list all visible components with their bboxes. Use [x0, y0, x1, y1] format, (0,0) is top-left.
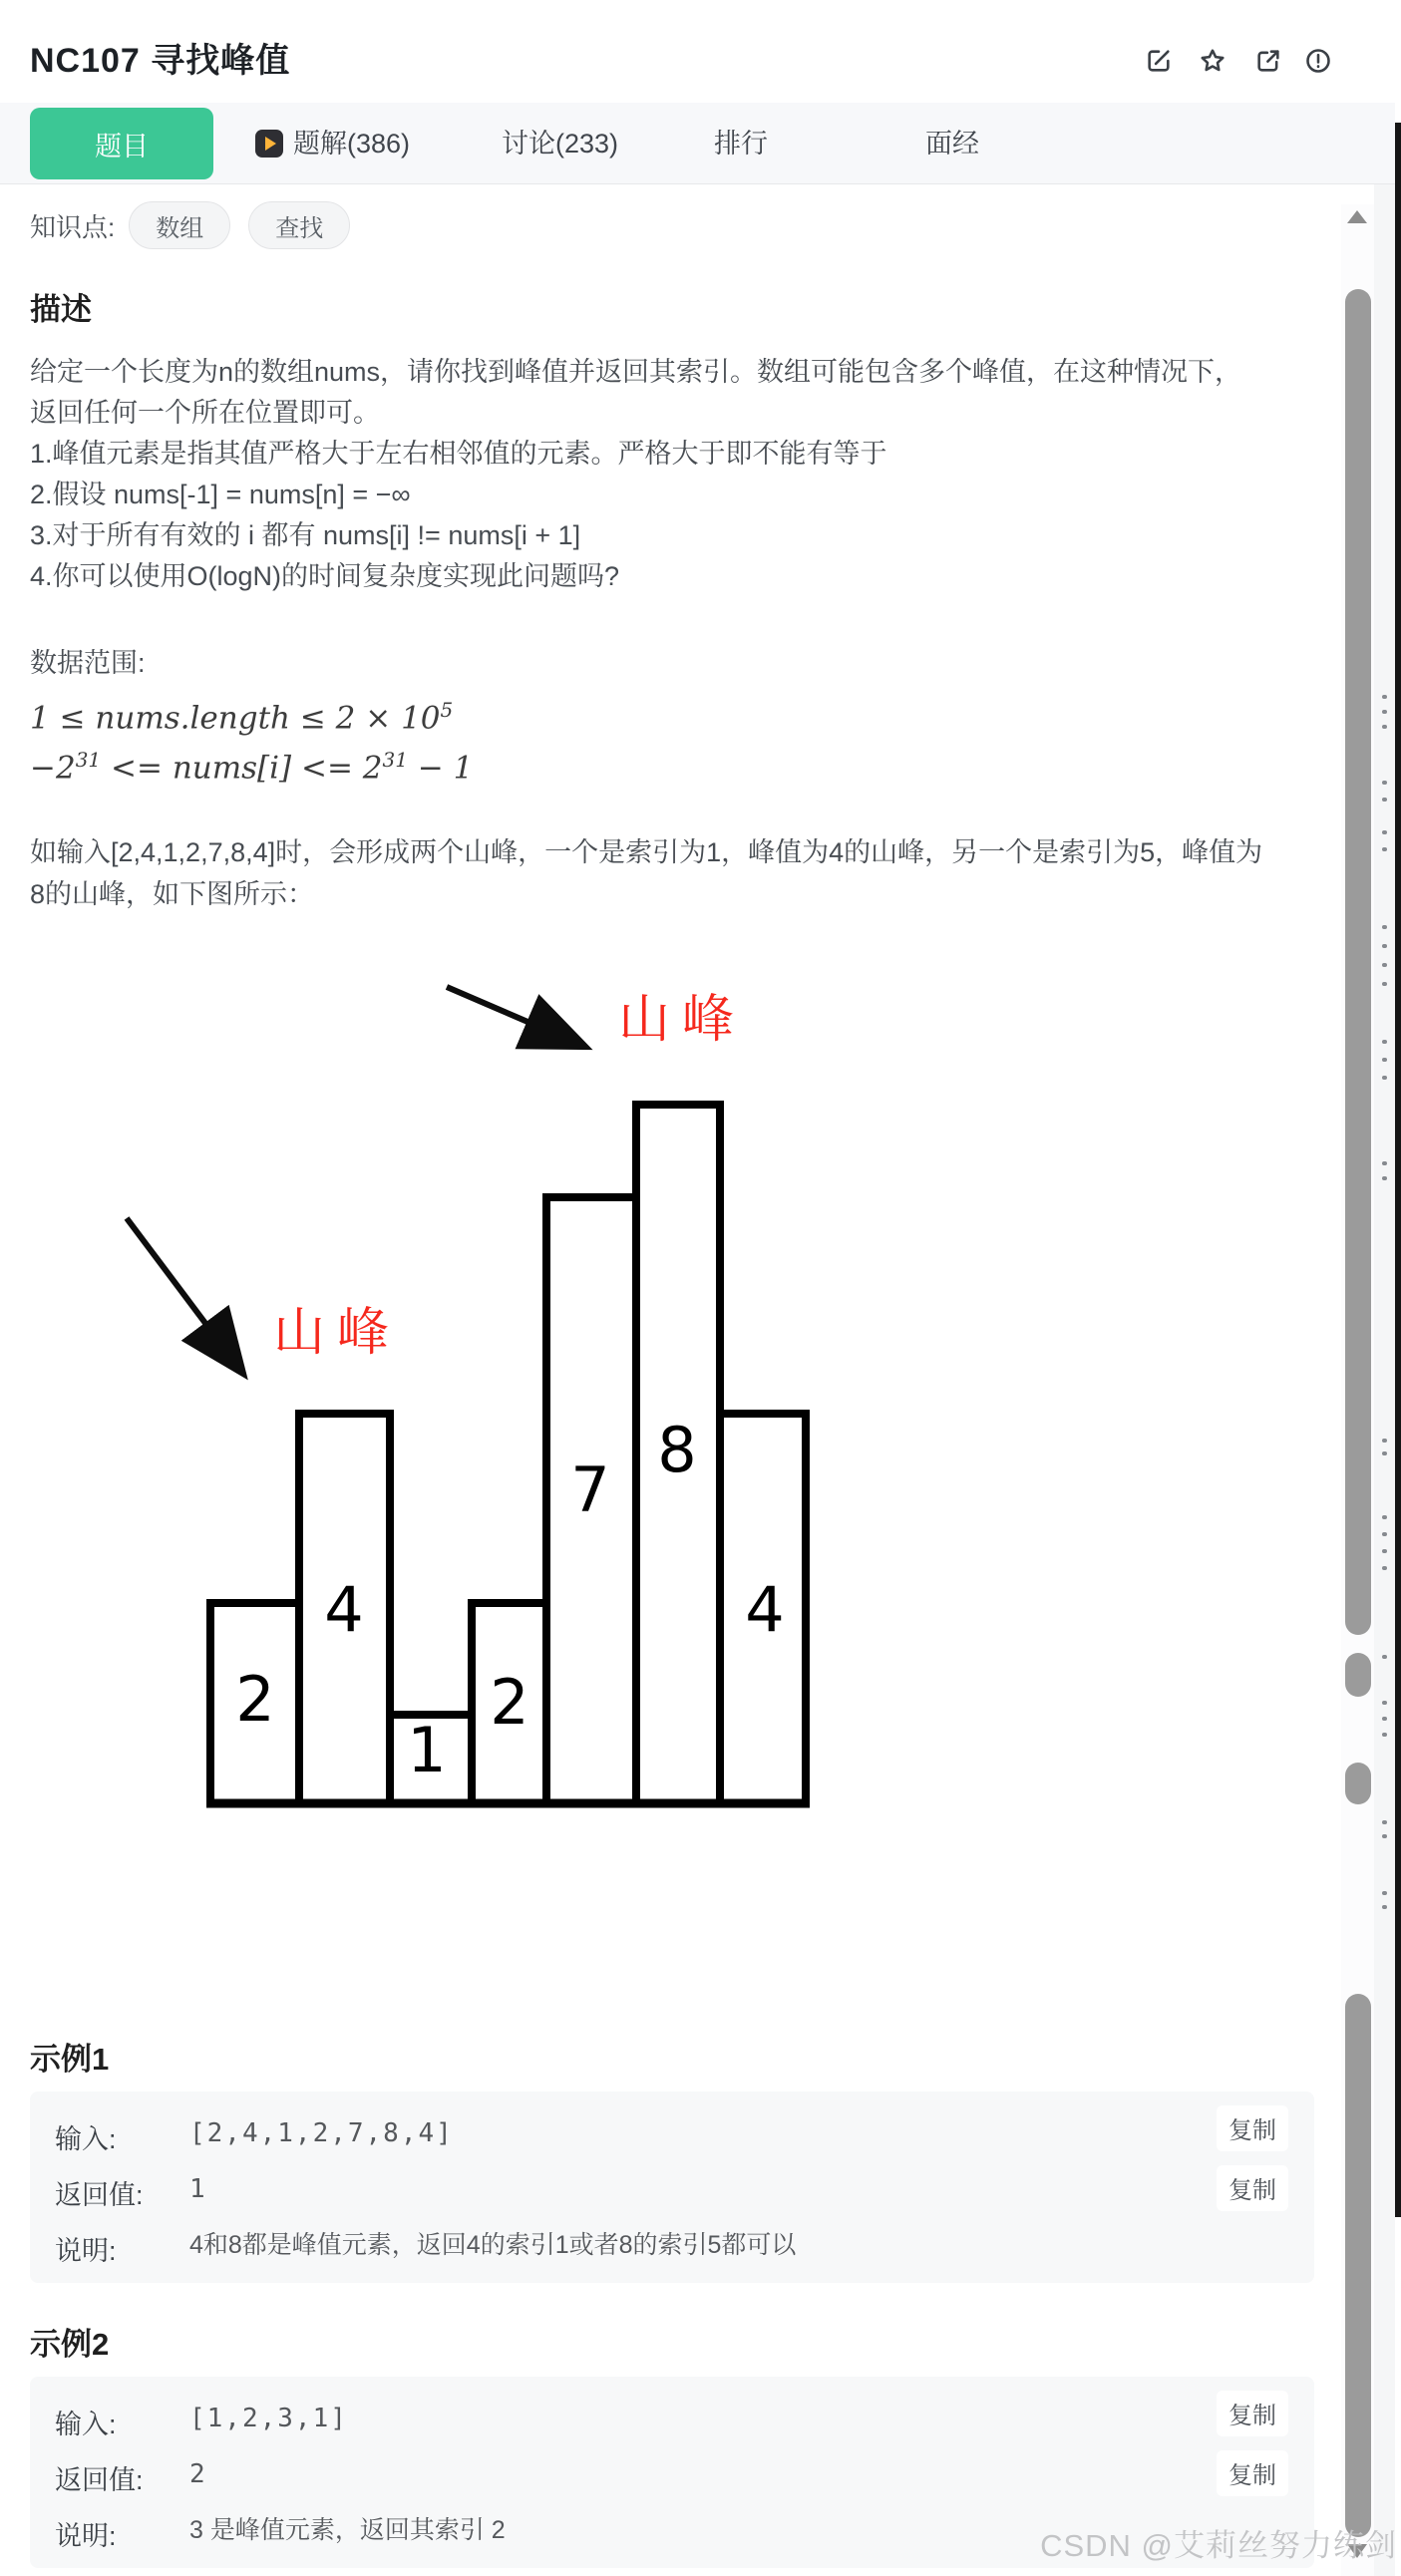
formula-line: 1 ≤ nums.length ≤ $2 \times 10^5$: [30, 698, 454, 737]
divider-dot: [1382, 1549, 1387, 1553]
divider-dot: [1382, 710, 1387, 714]
divider-dot: [1382, 1717, 1387, 1721]
divider-dot: [1382, 1058, 1387, 1062]
tab-problem-label: 题目: [95, 131, 149, 161]
peak-label-lower: 山峰: [273, 1303, 402, 1363]
watermark: CSDN @艾莉丝努力练剑: [1040, 2528, 1397, 2563]
divider-dot: [1382, 781, 1387, 785]
description-line: 2.假设 nums[-1] = nums[n] = −∞: [30, 480, 411, 509]
peak-label-upper: 山峰: [618, 990, 747, 1050]
scrollbar-up-arrow-icon[interactable]: [1347, 210, 1367, 223]
divider-dot: [1382, 1834, 1387, 1838]
divider-dot: [1382, 1701, 1387, 1705]
example-intro: [30, 831, 1318, 915]
divider-dot: [1382, 798, 1387, 802]
return-value: 1: [189, 2173, 207, 2204]
tab-ranking[interactable]: [714, 103, 768, 184]
divider-dot: [1382, 1820, 1387, 1824]
scrollbar-thumb[interactable]: [1345, 289, 1371, 1635]
bar-number-label: 4: [745, 1573, 785, 1646]
knowledge-tag-array[interactable]: 数组: [129, 201, 230, 249]
formula-line: $-2^{31}$ <= nums[i] <= $2^{31} - 1$: [30, 748, 474, 787]
divider-dot: [1382, 1515, 1387, 1519]
divider-dot: [1382, 1451, 1387, 1455]
tab-problem[interactable]: [30, 108, 213, 179]
input-value: [2,4,1,2,7,8,4]: [189, 2117, 454, 2148]
description-line: 4.你可以使用O(logN)的时间复杂度实现此问题吗?: [30, 561, 620, 591]
bar-chart: [0, 947, 897, 1864]
data-range-formulas: [30, 689, 1318, 790]
page-title: NC107 寻找峰值: [30, 42, 291, 80]
sample1-heading: 示例1: [30, 2041, 110, 2077]
divider-dot: [1382, 1439, 1387, 1443]
divider-dot: [1382, 830, 1387, 834]
knowledge-tag-search[interactable]: 查找: [248, 201, 350, 249]
copy-button[interactable]: 复制: [1217, 2105, 1288, 2151]
tab-bar: [0, 103, 1395, 184]
divider-dot: [1382, 1532, 1387, 1536]
tab-discussion-label: 讨论(233): [502, 129, 619, 159]
divider-dot: [1382, 1176, 1387, 1180]
data-range-label: 数据范围:: [30, 648, 146, 678]
scrollbar-thumb[interactable]: [1345, 1653, 1371, 1697]
edit-icon[interactable]: [1145, 47, 1173, 75]
header: [0, 0, 1401, 103]
return-label: 返回值:: [55, 2179, 144, 2210]
right-rail: [1374, 103, 1395, 2576]
tab-solutions[interactable]: [293, 103, 410, 184]
copy-button[interactable]: 复制: [1217, 2391, 1288, 2436]
bar-number-label: 7: [570, 1453, 610, 1526]
divider-dot: [1382, 847, 1387, 851]
tab-interview[interactable]: [925, 103, 979, 184]
description-line: 1.峰值元素是指其值严格大于左右相邻值的元素。严格大于即不能有等于: [30, 439, 887, 469]
tab-solutions-label: 题解(386): [293, 129, 411, 159]
star-icon[interactable]: [1199, 47, 1226, 75]
sample1-return-row: [30, 2167, 1314, 2223]
example-intro-line: 如输入[2,4,1,2,7,8,4]时，会形成两个山峰，一个是索引为1，峰值为4的山峰，另一个是索引为5，峰值为: [30, 836, 1263, 867]
peak-diagram: [0, 947, 897, 1864]
arrow-to-peak-8: [447, 987, 576, 1043]
video-play-icon[interactable]: [255, 130, 283, 158]
divider-dot: [1382, 1040, 1387, 1044]
share-icon[interactable]: [1254, 47, 1282, 75]
sample2-heading: 示例2: [30, 2326, 110, 2362]
bar-number-label: 2: [490, 1666, 529, 1739]
report-icon[interactable]: [1304, 47, 1332, 75]
description-line: 3.对于所有有效的 i 都有 nums[i] != nums[i + 1]: [30, 520, 581, 550]
note-value: 3 是峰值元素，返回其索引 2: [189, 2515, 506, 2544]
divider-dot: [1382, 725, 1387, 729]
knowledge-row: [30, 200, 1318, 250]
arrow-to-peak-4: [127, 1218, 237, 1366]
divider-dot: [1382, 1891, 1387, 1895]
input-label: 输入:: [55, 2123, 117, 2154]
divider-dot: [1382, 982, 1387, 986]
return-label: 返回值:: [55, 2464, 144, 2495]
scrollbar-thumb[interactable]: [1345, 1994, 1371, 2537]
sample2-input-row: [30, 2397, 1314, 2452]
sample1-note-row: [30, 2223, 1314, 2267]
divider-dot: [1382, 944, 1387, 948]
bar-number-label: 8: [657, 1414, 697, 1486]
tab-interview-label: 面经: [925, 129, 979, 159]
example-intro-line: 8的山峰，如下图所示：: [30, 878, 315, 909]
divider-dot: [1382, 1905, 1387, 1909]
bar-number-label: 1: [407, 1714, 447, 1786]
knowledge-label: 知识点:: [30, 211, 116, 242]
description-text: [30, 352, 1318, 597]
bar-number-label: 2: [235, 1663, 275, 1736]
description-line: 给定一个长度为n的数组nums，请你找到峰值并返回其索引。数组可能包含多个峰值，在这种情况下，: [30, 357, 1242, 387]
input-value: [1,2,3,1]: [189, 2403, 348, 2433]
description-heading: 描述: [30, 292, 92, 327]
page-edge-strip: [1395, 123, 1401, 2217]
note-label: 说明:: [55, 2235, 117, 2266]
divider-dot: [1382, 963, 1387, 967]
bar-number-label: 4: [324, 1573, 364, 1646]
divider-dot: [1382, 925, 1387, 929]
divider-dot: [1382, 1161, 1387, 1165]
sample1-box: [30, 2092, 1314, 2283]
tab-ranking-label: 排行: [714, 129, 768, 159]
scrollbar-thumb[interactable]: [1345, 1763, 1371, 1804]
copy-button[interactable]: 复制: [1217, 2165, 1288, 2211]
divider-dot: [1382, 695, 1387, 699]
sample1-input-row: [30, 2111, 1314, 2167]
sample2-return-row: [30, 2452, 1314, 2508]
tab-discussion[interactable]: [502, 103, 618, 184]
copy-button[interactable]: 复制: [1217, 2450, 1288, 2496]
input-label: 输入:: [55, 2409, 117, 2439]
divider-dot: [1382, 1566, 1387, 1570]
divider-dot: [1382, 1733, 1387, 1737]
description-line: 返回任何一个所在位置即可。: [30, 398, 380, 428]
note-label: 说明:: [55, 2520, 117, 2551]
divider-dot: [1382, 1655, 1387, 1659]
return-value: 2: [189, 2458, 207, 2489]
note-value: 4和8都是峰值元素，返回4的索引1或者8的索引5都可以: [189, 2230, 797, 2259]
divider-dot: [1382, 1076, 1387, 1080]
